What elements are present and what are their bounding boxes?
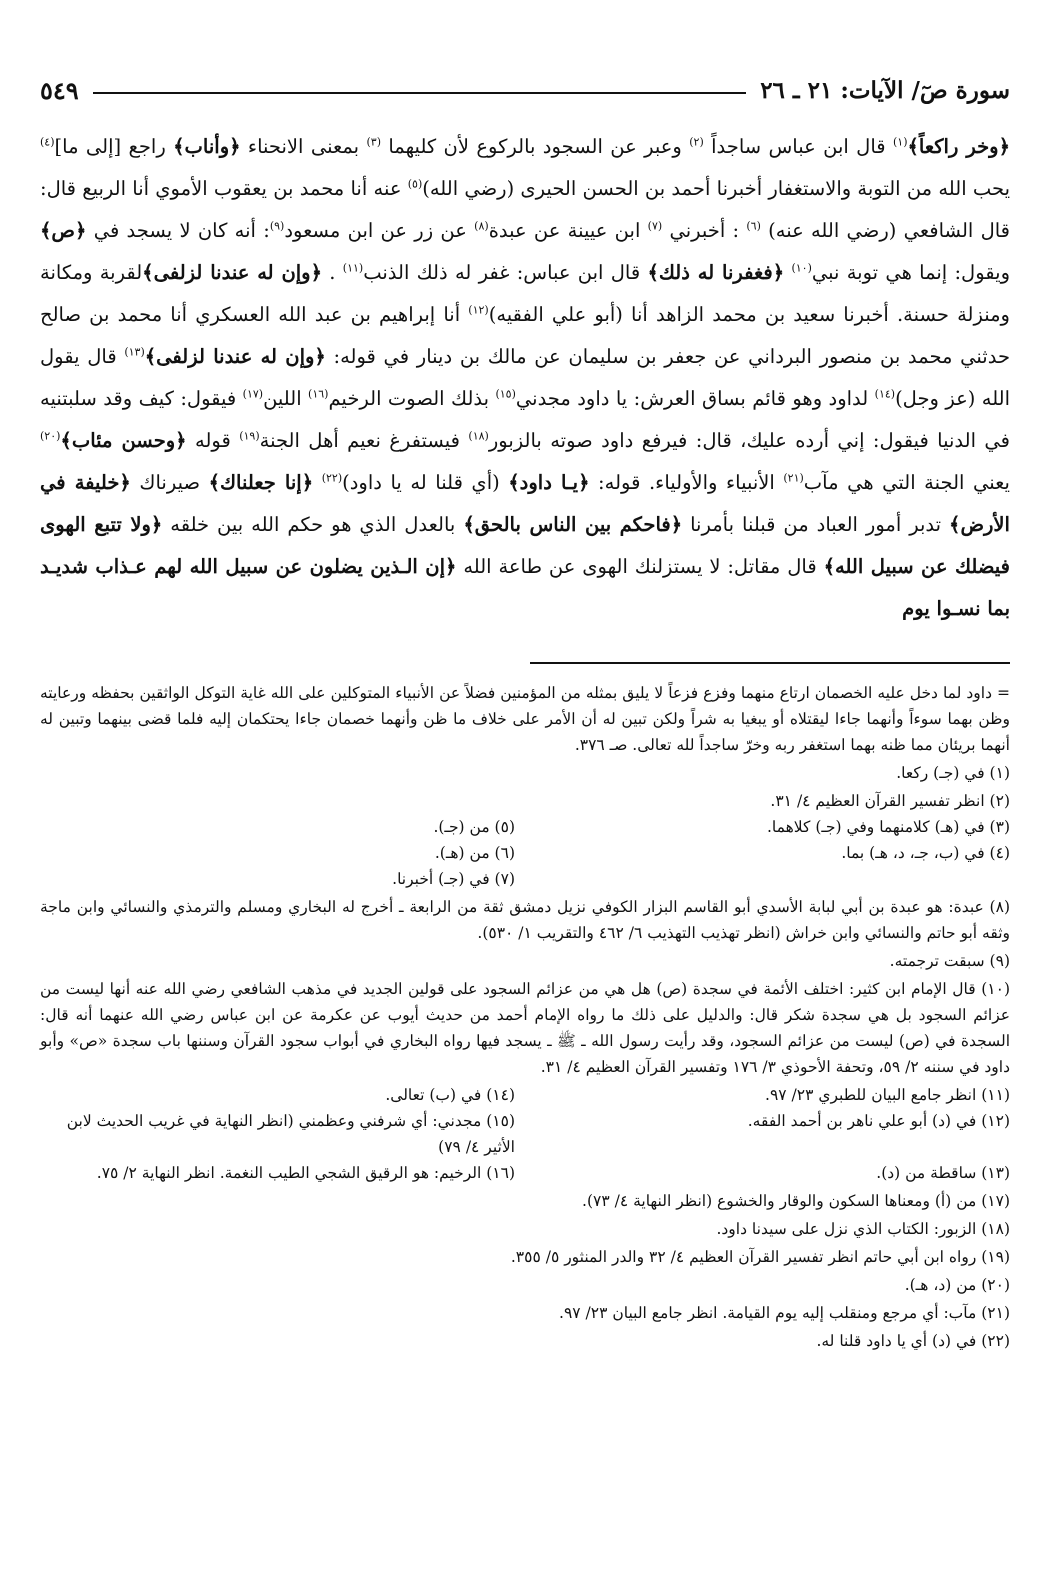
footnote-22: (٢٢) في (د) أي يا داود قلنا له. xyxy=(816,1332,1010,1350)
running-head: سورة صٓ/ الآيات: ٢١ ـ ٢٦ xyxy=(760,76,1010,104)
footnote-12: (١٢) في (د) أبو علي ناهر بن أحمد الفقه. xyxy=(747,1112,1010,1130)
body-text: فيقول: كيف وقد سلبتنيه في الدنيا فيقول: إني أرده عليك، قال: فيرفع داود صوته بالزبور xyxy=(40,387,1010,452)
body-text: راجع [إلى ما] xyxy=(54,135,174,158)
footnote-ref: (٢٠) xyxy=(40,429,61,443)
footnote-ref: (٢٢) xyxy=(321,471,343,485)
quran-verse: ﴿وإن له عندنا لزلفى﴾ xyxy=(144,345,326,368)
quran-verse: ﴿إن الـذين يضلون عن سبيل الله لهم عـذاب شديـد بما نسـوا يوم xyxy=(40,555,1010,620)
footnote-ref: (٦) xyxy=(746,219,761,233)
footnote-separator xyxy=(530,662,1010,664)
footnote-ref: (٧) xyxy=(647,219,663,233)
body-text: يحب الله من التوبة والاستغفار أخبرنا أحمد بن الحسن الحيرى (رضي الله) xyxy=(422,177,1011,200)
footnote-ref: (١٣) xyxy=(124,345,145,359)
footnote-17: (١٧) من (أ) ومعناها السكون والوقار والخشوع (انظر النهاية ٤/ ٧٣). xyxy=(582,1192,1010,1210)
footnote-ref: (١٩) xyxy=(239,429,260,443)
quran-verse: ﴿إنا جعلناك﴾ xyxy=(208,471,314,494)
footnote-15: (١٥) مجدني: أي شرفني وعظمني (انظر النهاية في غريب الحديث لابن الأثير ٤/ ٧٩) xyxy=(66,1112,515,1156)
footnote-1: (١) في (جـ) ركعا. xyxy=(896,764,1010,782)
footnote-7: (٧) في (جـ) أخبرنا. xyxy=(392,870,515,888)
footnote-5: (٥) من (جـ). xyxy=(433,818,515,836)
body-text: : أنه كان لا يسجد في xyxy=(86,219,270,242)
main-text xyxy=(40,126,1010,630)
footnote-18: (١٨) الزبور: الكتاب الذي نزل على سيدنا داود. xyxy=(716,1220,1010,1238)
body-text: : أخبرني xyxy=(662,219,747,242)
footnote-19: (١٩) رواه ابن أبي حاتم انظر تفسير القرآن العظيم ٤/ ٣٢ والدر المنثور ٥/ ٣٥٥. xyxy=(510,1248,1010,1266)
page-number: ٥٤٩ xyxy=(40,75,79,105)
body-text: لداود وهو قائم بساق العرش: يا داود مجدني xyxy=(515,387,875,410)
body-text xyxy=(313,471,322,494)
footnote-ref: (١) xyxy=(892,135,908,149)
footnote-6: (٦) من (هـ). xyxy=(434,844,515,862)
quran-verse: ﴿ص﴾ xyxy=(40,219,87,242)
footnote-21: (٢١) مآب: أي مرجع ومنقلب إليه يوم القيامة. انظر جامع البيان ٢٣/ ٩٧. xyxy=(559,1304,1010,1322)
quran-verse: ﴿فاحكم بين الناس بالحق﴾ xyxy=(463,513,683,536)
footnote-20: (٢٠) من (د، هـ). xyxy=(904,1276,1010,1294)
footnote-9: (٩) سبقت ترجمته. xyxy=(889,952,1010,970)
quran-verse: ﴿وخر راكعاً﴾ xyxy=(907,135,1011,158)
body-text: تدبر أمور العباد من قبلنا بأمرنا xyxy=(682,513,950,536)
body-text: صيرناك xyxy=(130,471,209,494)
body-text: قال ابن عباس: غفر له ذلك الذنب xyxy=(363,261,648,284)
body-text: الأنبياء والأولياء. قوله: xyxy=(589,471,784,494)
footnote-13: (١٣) ساقطة من (د). xyxy=(876,1164,1010,1182)
footnote-10: (١٠) قال الإمام ابن كثير: اختلف الأئمة في سجدة (ص) هل هي من عزائم السجود على قولين الجديد في مذهب الشافعي رضي الله عنه أنها ليست من عزائم السجود بل هي سجدة شكر قال: والدليل على ذلك ما رواه الإمام أحمد من حديث أيوب عن عكرمة عن ابن عباس رضي الله عنهما أنه قال: السجدة في (ص) ليست من عزائم السجود، وقد رأيت رسول الله ـ ﷺ ـ يسجد فيها رواه البخاري في أبواب سجود القرآن وسننها باب سجدة «ص» وأبو داود في سننه ٢/ ٥٩، وتحفة الأحوذي ٣/ ١٧٦ وتفسير القرآن العظيم ٤/ ٣١. xyxy=(40,980,1010,1076)
body-text: عنه أنا محمد بن يعقوب الأموي أنا الربيع قال: قال الشافعي (رضي الله عنه) xyxy=(40,177,1010,242)
footnote-ref: (١٦) xyxy=(308,387,329,401)
footnote-ref: (١١) xyxy=(342,261,364,275)
body-text: ويقول: إنما هي توبة نبي xyxy=(811,261,1010,284)
footnote-8: (٨) عبدة: هو عبدة بن أبي لبابة الأسدي أبو القاسم البزار الكوفي نزيل دمشق ثقة من الرابعة ـ أخرج له البخاري ومسلم والترمذي والنسائي وابن ماجة وثقه أبو حاتم والنسائي وابن خراش (انظر تهذيب التهذيب ٦/ ٤٦٢ والتقريب ١/ ٥٣٠). xyxy=(40,898,1010,942)
body-text: ابن عيينة عن عبدة xyxy=(488,219,648,242)
body-text: (أي قلنا له يا داود) xyxy=(342,471,509,494)
footnote-columns-a xyxy=(40,788,1010,892)
footnote-ref: (١٤) xyxy=(874,387,896,401)
footnote-empty-slot xyxy=(40,788,515,814)
footnote-ref: (٢) xyxy=(689,135,704,149)
footnote-2: (٢) انظر تفسير القرآن العظيم ٤/ ٣١. xyxy=(770,792,1010,810)
footnote-11: (١١) انظر جامع البيان للطبري ٢٣/ ٩٧. xyxy=(765,1086,1010,1104)
footnote-continuation: = داود لما دخل عليه الخصمان ارتاع منهما وفزع فزعاً لا يليق بمثله من المؤمنين فضلاً عن الأنبياء المتوكلين على الله غاية التوكل الواثقين بحفظه ورعايته وظن بهما سوءاً وأنهما جاءا ليقتلاه أو يبغيا به شراً ولكن تبين له أن الأمر على خلاف ما ظن وأنهما خصمان جاءا يحتكمان إليه فلما قضى بينهما وتبين له أنهما بريئان مما ظنه بهما استغفر ربه وخرّ ساجداً لله تعالى. صـ ٣٧٦. xyxy=(40,684,1010,754)
footnote-ref: (١٨) xyxy=(468,429,489,443)
body-text: قال ابن عباس ساجداً xyxy=(703,135,893,158)
body-text: يعني الجنة التي هي مآب xyxy=(803,471,1010,494)
header-rule xyxy=(93,92,747,94)
footnote-ref: (١٧) xyxy=(242,387,264,401)
footnote-ref: (٨) xyxy=(474,219,489,233)
body-text: بالعدل الذي هو حكم الله بين خلقه xyxy=(162,513,464,536)
footnote-ref: (٢١) xyxy=(783,471,804,485)
quran-verse: ﴿خليفة في الأرض﴾ xyxy=(40,471,1010,536)
body-text: بذلك الصوت الرخيم xyxy=(328,387,496,410)
quran-verse: ﴿وإن له عندنا لزلفى﴾ xyxy=(142,261,323,284)
footnote-ref: (٩) xyxy=(269,219,285,233)
body-text: وعبر عن السجود بالركوع لأن كليهما xyxy=(380,135,690,158)
quran-verse: ﴿وأناب﴾ xyxy=(173,135,241,158)
footnote-3: (٣) في (هـ) كلامنهما وفي (جـ) كلاهما. xyxy=(766,818,1010,836)
footnote-ref: (١٥) xyxy=(495,387,516,401)
footnote-spacer xyxy=(535,866,1010,892)
body-text: قال يقول الله (عز وجل) xyxy=(40,345,1011,410)
footnote-ref: (٤) xyxy=(40,135,55,149)
body-text: . xyxy=(322,261,343,284)
footnote-columns-b xyxy=(40,1082,1010,1186)
quran-verse: ﴿فغفرنا له ذلك﴾ xyxy=(647,261,785,284)
body-text: لقربة ومكانة ومنزلة حسنة. أخبرنا سعيد بن محمد الزاهد أنا (أبو علي الفقيه) xyxy=(40,261,1010,326)
footnote-ref: (٥) xyxy=(407,177,423,191)
page-header xyxy=(40,70,1010,110)
footnote-14: (١٤) في (ب) تعالى. xyxy=(385,1086,515,1104)
footnote-4: (٤) في (ب، جـ، د، هـ) بما. xyxy=(841,844,1010,862)
body-text: أنا إبراهيم بن عبد الله العسكري أنا محمد بن صالح حدثني محمد بن منصور البرداني عن جعفر بن سليمان عن مالك بن دينار في قوله: xyxy=(40,303,1011,368)
body-text: بمعنى الانحناء xyxy=(240,135,367,158)
body-text: اللين xyxy=(263,387,309,410)
quran-verse: ﴿يـا داود﴾ xyxy=(508,471,590,494)
footnotes xyxy=(40,680,1010,1356)
body-text: فيستفرغ نعيم أهل الجنة xyxy=(259,429,469,452)
footnote-ref: (١٠) xyxy=(791,261,812,275)
footnote-ref: (٣) xyxy=(366,135,381,149)
footnote-16: (١٦) الرخيم: هو الرقيق الشجي الطيب النغمة. انظر النهاية ٢/ ٧٥. xyxy=(96,1164,515,1182)
body-text: قوله xyxy=(186,429,240,452)
quran-verse: ﴿وحسن مئاب﴾ xyxy=(60,429,187,452)
body-text: عن زر عن ابن مسعود xyxy=(284,219,475,242)
footnote-ref: (١٢) xyxy=(468,303,489,317)
quran-verse: ﴿ولا تتبع الهوى فيضلك عن سبيل الله﴾ xyxy=(40,513,1010,578)
body-text: قال مقاتل: لا يستزلنك الهوى عن طاعة الله xyxy=(456,555,824,578)
